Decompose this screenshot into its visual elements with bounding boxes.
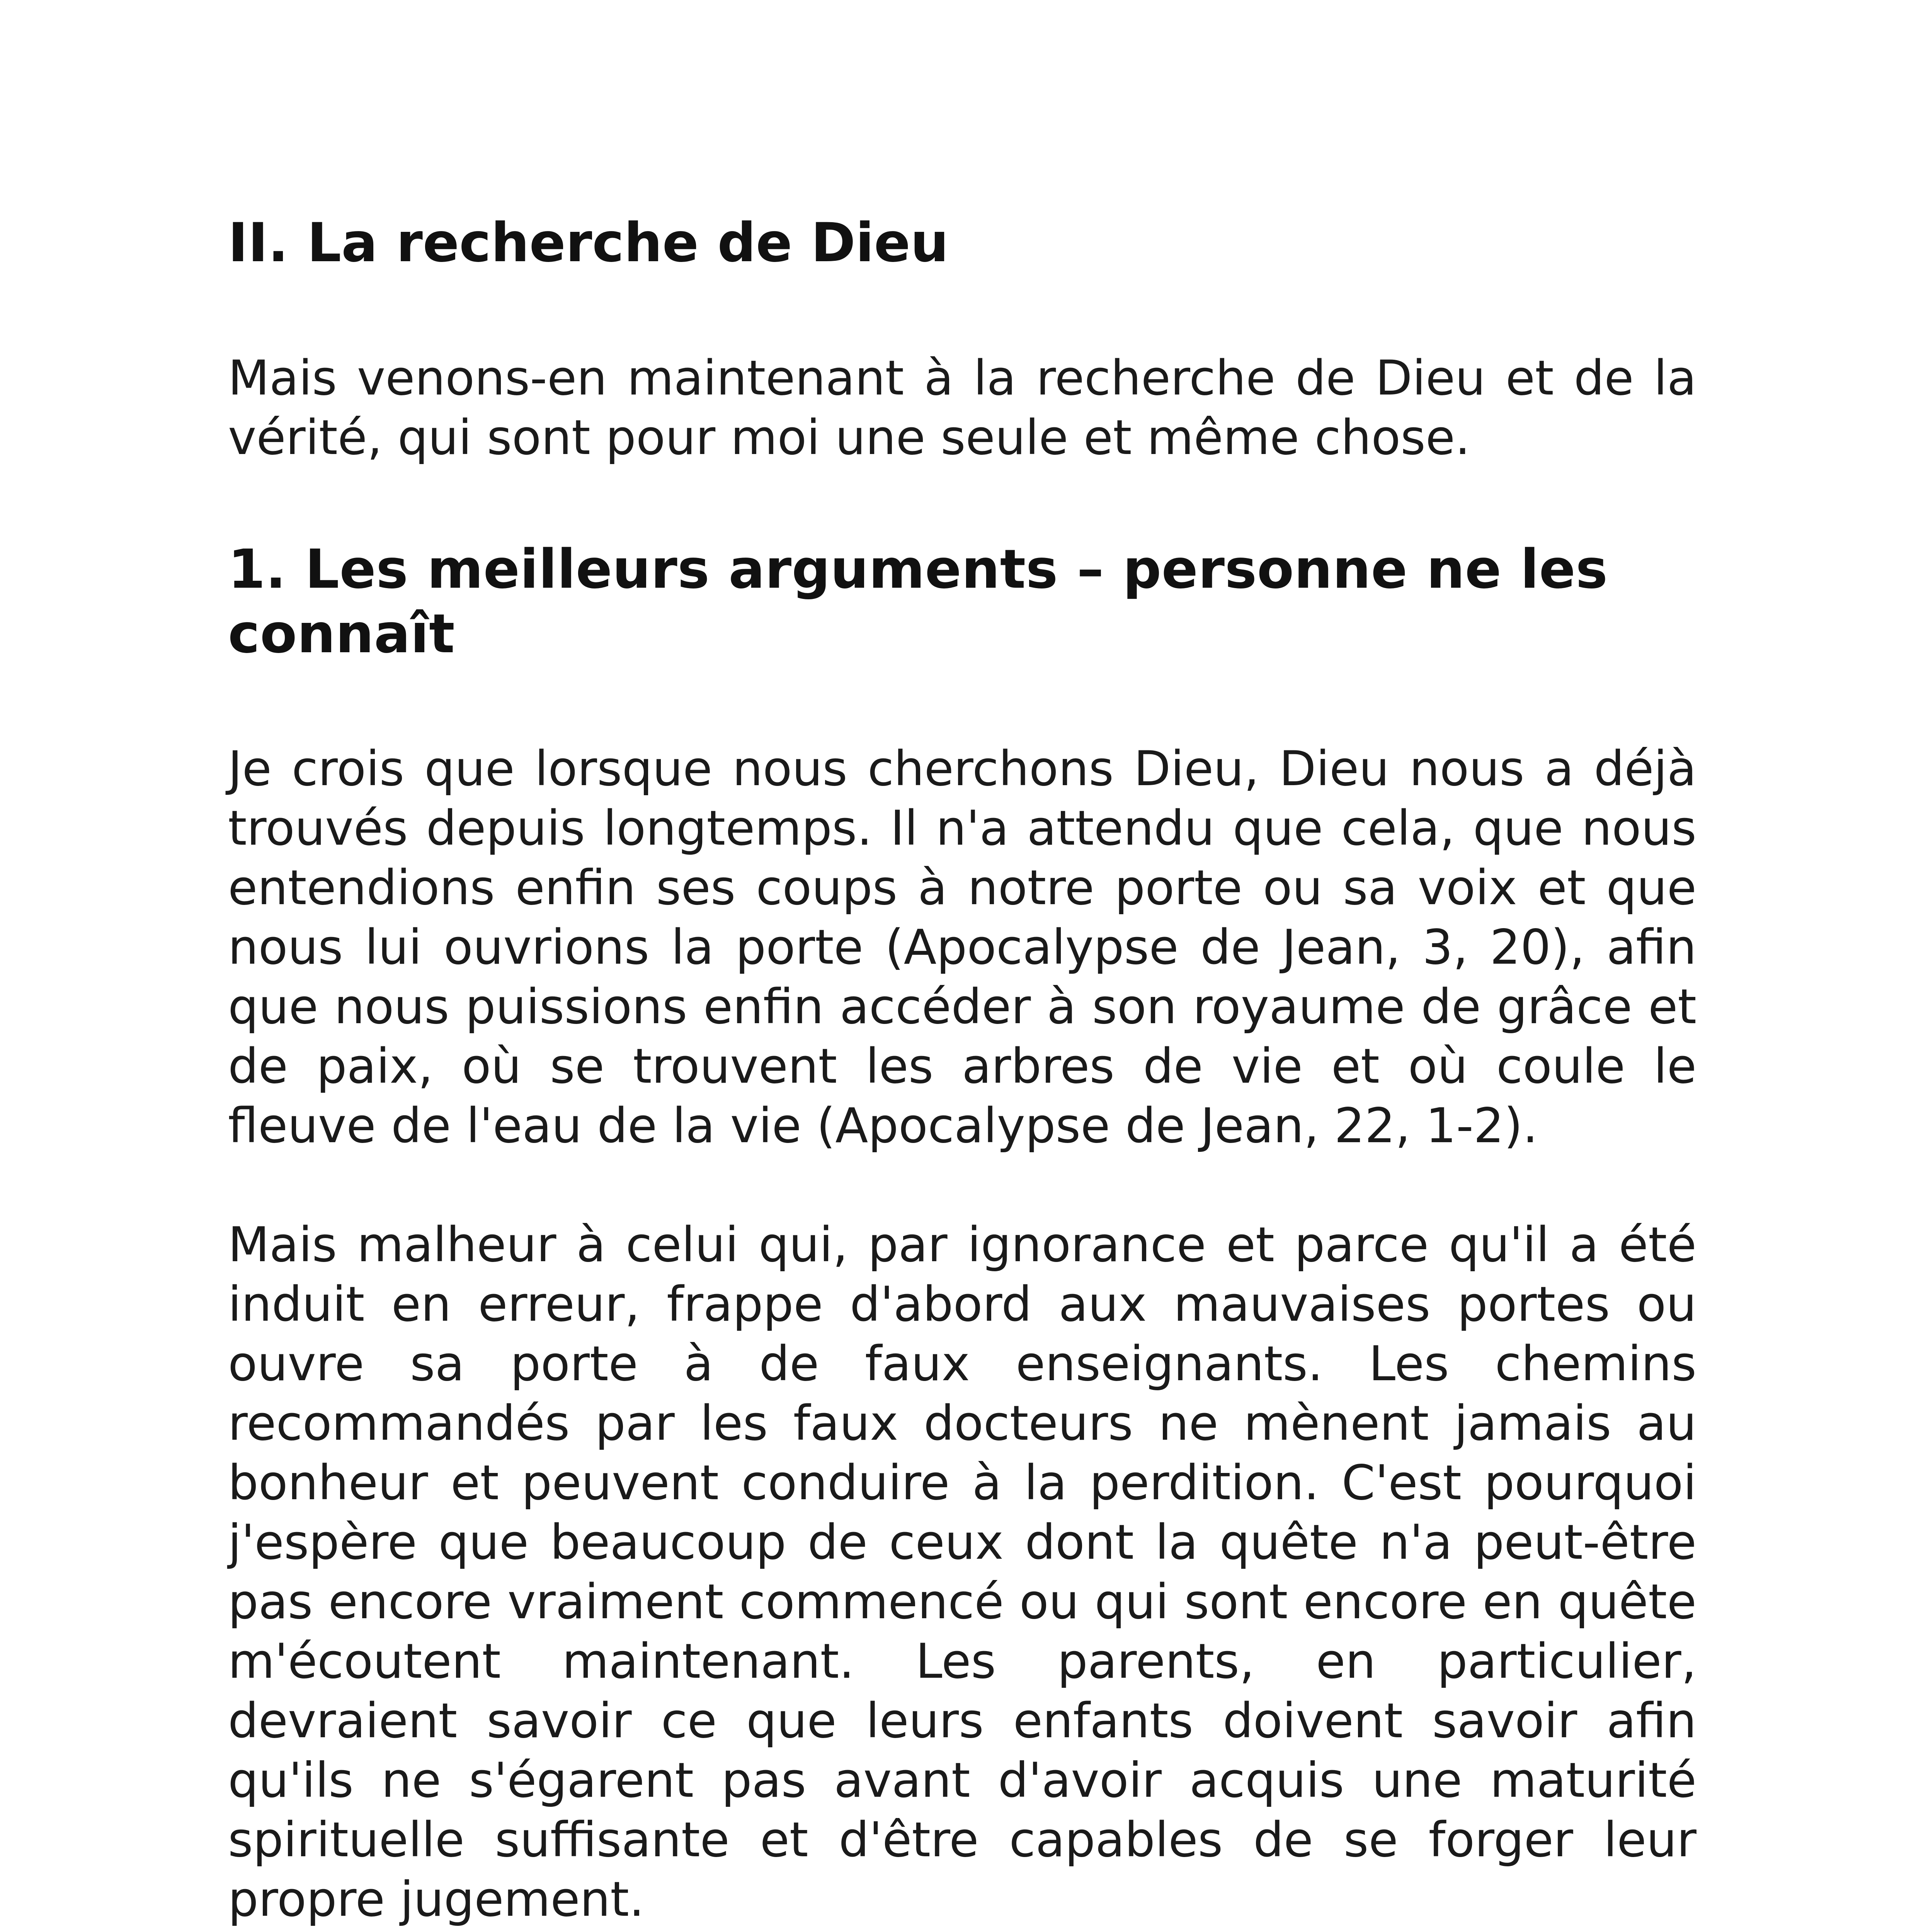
intro-paragraph: Mais venons-en maintenant à la recherche de Dieu et de la vérité, qui sont pour moi une seule et même chose.: [228, 350, 1696, 466]
page-content: [228, 211, 1696, 1932]
body-paragraph-2: Mais malheur à celui qui, par ignorance et parce qu'il a été induit en erreur, frappe d'abord aux mauvaises portes ou ouvre sa porte à de faux enseignants. Les chemins recommandés par les faux docteurs ne mènent jamais au bonheur et peuvent conduire à la perdition. C'est pourquoi j'espère que beaucoup de ceux dont la quête n'a peut-être pas encore vraiment commencé ou qui sont encore en quête m'écoutent maintenant. Les parents, en particulier, devraient savoir ce que leurs enfants doivent savoir afin qu'ils ne s'égarent pas avant d'avoir acquis une maturité spirituelle suffisante et d'être capables de se forger leur propre jugement.: [228, 1217, 1696, 1928]
chapter-title: II. La recherche de Dieu: [228, 211, 949, 274]
scripture-quote: [228, 1929, 1696, 1932]
section-title: 1. Les meilleurs arguments – personne ne les connaît: [228, 537, 1608, 665]
body-paragraph-1: Je crois que lorsque nous cherchons Dieu, Dieu nous a déjà trouvés depuis longtemps. Il n'a attendu que cela, que nous entendions enfin ses coups à notre porte ou sa voix et que nous lui ouvrions la porte (Apocalypse de Jean, 3, 20), afin que nous puissions enfin accéder à son royaume de grâce et de paix, où se trouvent les arbres de vie et où coule le fleuve de l'eau de la vie (Apocalypse de Jean, 22, 1-2).: [228, 741, 1696, 1154]
